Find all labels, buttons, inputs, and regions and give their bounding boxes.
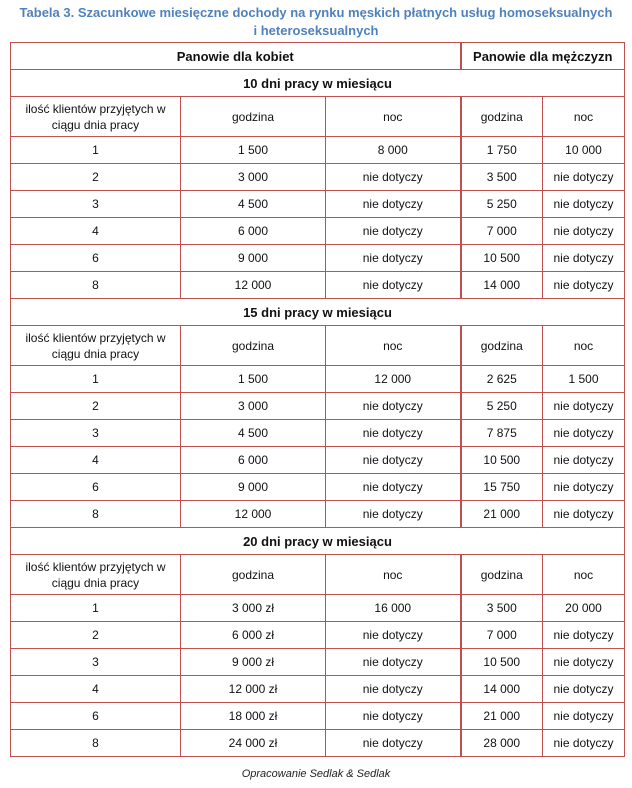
column-header-night-women: noc <box>326 97 461 137</box>
cell-night-men: nie dotyczy <box>543 218 625 245</box>
table-row <box>11 730 625 757</box>
cell-hour-women: 4 500 <box>181 420 326 447</box>
table-title-line2: i heteroseksualnych <box>253 23 379 38</box>
cell-hour-women: 6 000 <box>181 218 326 245</box>
cell-hour-men: 14 000 <box>461 676 543 703</box>
cell-hour-men: 21 000 <box>461 501 543 528</box>
table-row <box>11 366 625 393</box>
cell-hour-men: 5 250 <box>461 393 543 420</box>
cell-clients: 8 <box>11 272 181 299</box>
cell-hour-women: 1 500 <box>181 366 326 393</box>
cell-hour-women: 9 000 <box>181 474 326 501</box>
cell-hour-women: 9 000 zł <box>181 649 326 676</box>
cell-night-men: 20 000 <box>543 595 625 622</box>
cell-hour-women: 6 000 zł <box>181 622 326 649</box>
cell-hour-women: 3 000 <box>181 393 326 420</box>
header-women-clients: Panowie dla kobiet <box>11 43 461 70</box>
cell-night-men: nie dotyczy <box>543 393 625 420</box>
cell-hour-men: 14 000 <box>461 272 543 299</box>
table-row <box>11 501 625 528</box>
cell-night-women: nie dotyczy <box>326 676 461 703</box>
table-row <box>11 393 625 420</box>
cell-clients: 8 <box>11 501 181 528</box>
cell-clients: 2 <box>11 164 181 191</box>
cell-clients: 6 <box>11 245 181 272</box>
cell-night-men: nie dotyczy <box>543 420 625 447</box>
cell-night-women: nie dotyczy <box>326 245 461 272</box>
cell-clients: 4 <box>11 447 181 474</box>
column-header-clients: ilość klientów przyjętych w ciągu dnia pracy <box>11 326 181 366</box>
table-title <box>0 4 632 40</box>
table-row <box>11 164 625 191</box>
cell-hour-men: 10 500 <box>461 447 543 474</box>
section-header-row <box>11 528 625 555</box>
cell-hour-men: 10 500 <box>461 245 543 272</box>
cell-night-women: nie dotyczy <box>326 447 461 474</box>
section-header-row <box>11 70 625 97</box>
section-label: 10 dni pracy w miesiącu <box>11 70 625 97</box>
cell-hour-women: 9 000 <box>181 245 326 272</box>
section-label: 15 dni pracy w miesiącu <box>11 299 625 326</box>
cell-night-women: nie dotyczy <box>326 501 461 528</box>
column-header-hour-women: godzina <box>181 555 326 595</box>
cell-night-women: nie dotyczy <box>326 622 461 649</box>
cell-hour-women: 6 000 <box>181 447 326 474</box>
column-header-row <box>11 97 625 137</box>
cell-night-men: nie dotyczy <box>543 501 625 528</box>
cell-hour-men: 1 750 <box>461 137 543 164</box>
cell-night-women: nie dotyczy <box>326 703 461 730</box>
column-header-hour-men: godzina <box>461 97 543 137</box>
column-header-hour-men: godzina <box>461 555 543 595</box>
cell-hour-men: 21 000 <box>461 703 543 730</box>
column-header-row <box>11 326 625 366</box>
cell-night-women: nie dotyczy <box>326 393 461 420</box>
cell-hour-men: 28 000 <box>461 730 543 757</box>
table-row <box>11 595 625 622</box>
table-row <box>11 137 625 164</box>
column-header-row <box>11 555 625 595</box>
table-row <box>11 218 625 245</box>
cell-hour-men: 7 000 <box>461 622 543 649</box>
table-row <box>11 245 625 272</box>
cell-clients: 1 <box>11 366 181 393</box>
cell-night-women: 12 000 <box>326 366 461 393</box>
cell-hour-women: 18 000 zł <box>181 703 326 730</box>
table-row <box>11 191 625 218</box>
cell-clients: 2 <box>11 622 181 649</box>
cell-night-men: nie dotyczy <box>543 272 625 299</box>
cell-clients: 3 <box>11 191 181 218</box>
cell-clients: 1 <box>11 595 181 622</box>
column-header-night-men: noc <box>543 97 625 137</box>
table-title-line1: Tabela 3. Szacunkowe miesięczne dochody na rynku męskich płatnych usług homoseksualnych <box>19 5 613 20</box>
cell-hour-women: 3 000 <box>181 164 326 191</box>
column-header-night-women: noc <box>326 555 461 595</box>
cell-night-women: 16 000 <box>326 595 461 622</box>
table-row <box>11 447 625 474</box>
section-label: 20 dni pracy w miesiącu <box>11 528 625 555</box>
cell-night-women: nie dotyczy <box>326 191 461 218</box>
cell-clients: 6 <box>11 474 181 501</box>
cell-night-women: nie dotyczy <box>326 218 461 245</box>
cell-hour-women: 12 000 <box>181 501 326 528</box>
cell-hour-men: 10 500 <box>461 649 543 676</box>
cell-clients: 4 <box>11 218 181 245</box>
column-header-night-men: noc <box>543 326 625 366</box>
cell-hour-men: 3 500 <box>461 595 543 622</box>
cell-night-men: nie dotyczy <box>543 676 625 703</box>
cell-night-men: nie dotyczy <box>543 703 625 730</box>
column-header-night-women: noc <box>326 326 461 366</box>
cell-clients: 3 <box>11 420 181 447</box>
cell-clients: 4 <box>11 676 181 703</box>
cell-hour-women: 12 000 zł <box>181 676 326 703</box>
header-men-clients: Panowie dla mężczyzn <box>461 43 625 70</box>
cell-night-women: nie dotyczy <box>326 420 461 447</box>
cell-night-women: 8 000 <box>326 137 461 164</box>
cell-night-men: 10 000 <box>543 137 625 164</box>
source-note: Opracowanie Sedlak & Sedlak <box>241 768 391 780</box>
cell-hour-women: 3 000 zł <box>181 595 326 622</box>
table-row <box>11 676 625 703</box>
column-header-hour-women: godzina <box>181 326 326 366</box>
cell-hour-women: 24 000 zł <box>181 730 326 757</box>
cell-hour-men: 3 500 <box>461 164 543 191</box>
table-header-row <box>11 43 625 70</box>
column-header-clients: ilość klientów przyjętych w ciągu dnia pracy <box>11 97 181 137</box>
income-table <box>10 42 625 757</box>
table-row <box>11 474 625 501</box>
cell-night-men: nie dotyczy <box>543 730 625 757</box>
table-row <box>11 703 625 730</box>
cell-night-men: nie dotyczy <box>543 474 625 501</box>
cell-clients: 6 <box>11 703 181 730</box>
cell-hour-men: 7 000 <box>461 218 543 245</box>
table-row <box>11 649 625 676</box>
cell-hour-men: 2 625 <box>461 366 543 393</box>
cell-night-men: nie dotyczy <box>543 245 625 272</box>
cell-clients: 8 <box>11 730 181 757</box>
cell-night-men: 1 500 <box>543 366 625 393</box>
cell-night-men: nie dotyczy <box>543 164 625 191</box>
cell-hour-women: 4 500 <box>181 191 326 218</box>
cell-hour-women: 12 000 <box>181 272 326 299</box>
cell-night-men: nie dotyczy <box>543 447 625 474</box>
column-header-clients: ilość klientów przyjętych w ciągu dnia pracy <box>11 555 181 595</box>
cell-night-women: nie dotyczy <box>326 164 461 191</box>
cell-night-women: nie dotyczy <box>326 474 461 501</box>
cell-hour-men: 15 750 <box>461 474 543 501</box>
cell-night-women: nie dotyczy <box>326 649 461 676</box>
table-row <box>11 420 625 447</box>
column-header-hour-women: godzina <box>181 97 326 137</box>
cell-night-women: nie dotyczy <box>326 272 461 299</box>
cell-night-women: nie dotyczy <box>326 730 461 757</box>
table-row <box>11 272 625 299</box>
cell-hour-men: 5 250 <box>461 191 543 218</box>
cell-hour-women: 1 500 <box>181 137 326 164</box>
cell-night-men: nie dotyczy <box>543 191 625 218</box>
cell-hour-men: 7 875 <box>461 420 543 447</box>
cell-clients: 2 <box>11 393 181 420</box>
table-row <box>11 622 625 649</box>
cell-clients: 3 <box>11 649 181 676</box>
cell-clients: 1 <box>11 137 181 164</box>
cell-night-men: nie dotyczy <box>543 622 625 649</box>
column-header-hour-men: godzina <box>461 326 543 366</box>
cell-night-men: nie dotyczy <box>543 649 625 676</box>
column-header-night-men: noc <box>543 555 625 595</box>
section-header-row <box>11 299 625 326</box>
